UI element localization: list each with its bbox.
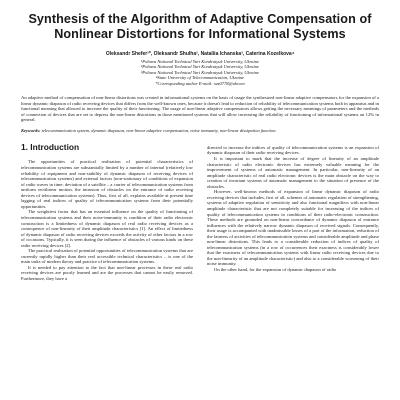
corresponding-author: *Corresponding author E-mail: ozz0778@ukr.net (155, 80, 245, 86)
section-heading: 1. Introduction (21, 141, 80, 152)
affiliations (21, 59, 379, 86)
affiliation-2: ²Poltava National Technical Yuri Kondratyuk University, Ukraine (140, 64, 260, 70)
paragraph: However, well-known methods of expansion of linear dynamic diapason of radio receiving devices that includes, first of all, schemes of automatic regulation of strengthening, systems of adaptive regulation of sensitivity and also functional magnifiers with non-linear amplitude characteristic that are not completely suitable for increasing of the indices of quality of telecommunication systems in conditions of their radio-electronic construction. These methods are grounded on non-linear concordance of dynamic diapason of entrance influences with the relatively narrow dynamic diapason of received signals. Consequently, their usage is accompanied with inadmissible losses of a part of the information, reduction of the fairness of activities of telecommunication systems and considerable amplitude and phase non-linear distortions. This leads to a considerable reduction of indices of quality of telecommunication systems (in a row of occurrences their exactness is considerably lower that the exactness of telecommunication systems with linear radio receiving devices due to the non-linearity of an amplitude characteristic) and also to a considerable worsening of their noise immunity. (207, 189, 379, 267)
title-line-2: Nonlinear Distortions for Informational Systems (54, 27, 346, 41)
affiliation-1: ¹Poltava National Technical Yuri Kondratyuk University, Ukraine (140, 59, 260, 64)
keywords-label: Keywords: (21, 127, 41, 133)
paper-title (21, 12, 379, 42)
abstract: An adaptive method of compensation of non-linear distortions was created in informational systems on the basis of usage the synthesized non-linear adaptive compensators for the expansion of a linear dynamic diapason of radio receiving devices that differs from the well-known ones, because it doesn't lead to reduction of reliability of telecommunication systems both in apparatus and in functional meaning that allowed to increase the quality of their functioning. The usage of non-linear adaptive compensators allows getting the necessary meanings of parameters and the methods of connection of devices that are set to depress the non-linear distortions in those mentioned systems that will allow increasing the reliability of functioning of informational systems on 12% in general. (21, 95, 379, 123)
paragraph: It is needed to pay attention to the fact that non-linear processes in these real radio receiving devices are poorly learned and are the processes that cannot be easily removed. Furthermore, they have a (21, 264, 193, 281)
title-line-1: Synthesis of the Algorithm of Adaptive Compensation of (28, 12, 372, 26)
keywords (21, 128, 379, 133)
affiliation-4: ⁴State University of Telecommunication, Ukraine (155, 75, 245, 81)
author-list: Oleksandr Shefer¹*, Oleksandr Shulha², Nataliia Ichanska³, Caterina Kozelkova⁴ (105, 51, 295, 57)
paragraph: On the other hand, for the expansion of dynamic diapason of radio (214, 266, 337, 272)
paragraph: The weightiest factor that has an essential influence on the quality of functioning of telecommunication systems and their noise-immunity is condition of their radio electronic construction is a limitedness of dynamic diapason of real radio receiving devices as a consequence of non-linearity of their amplitude characteristics [1]. An effect of limitedness of dynamic diapason of radio receiving devices exceeds the activity of other factors in a row of occasions. Typically, it is seen during the influence of obstacles of various kinds on these radio receiving devices [2]. (21, 209, 193, 248)
right-column (207, 145, 379, 282)
paragraph: directed to increase the indices of quality of telecommunication systems is an expansion of dynamic diapason of their radio receiving devices. (207, 144, 379, 156)
affiliation-3: ³Poltava National Technical Yuri Kondratyuk University, Ukraine (140, 69, 260, 75)
left-column (21, 141, 193, 282)
paragraph: The practical realisation of potential opportunities of telecommunication systems that are currently rapidly higher than their real accessible technical characteristics – is one of the main tasks of modern theory and practice of telecommunication systems. (21, 248, 193, 265)
body-columns (21, 141, 379, 282)
keywords-text: telecommunication system, dynamic diapason, non-linear adaptive compensation, noise immunity, non-linear dissipation function. (41, 127, 277, 133)
paragraph: The opportunities of practical realisation of potential characteristics of telecommunication systems are substantially limited by a number of internal (relatively low reliability of equipment and non-stability of dynamic diapason of receiving devices of telecommunication systems) and external factors (non-stationary of conditions of expansion of radio waves in time; deviation of a satellite – a carrier of telecommunication systems from uniform rectilinear motion, the intrusion of obstacles on the entrance of radio receiving devices of telecommunication systems). Thus, first of all, explains available at present time lagging of real indices of quality of telecommunication systems from their potentially opportunities. (21, 159, 193, 209)
paragraph: It is important to mark that the increase of degree of linearity of an amplitude characteristic of radio electronic devices has extremely valuable meaning for the improvement of systems of automatic management. In particular, non-linearity of an amplitude characteristic of real radio electronic devices is the main obstacle on the way to creation of invariant systems of automatic management to the situation of presence of the obstacles. (207, 156, 379, 189)
